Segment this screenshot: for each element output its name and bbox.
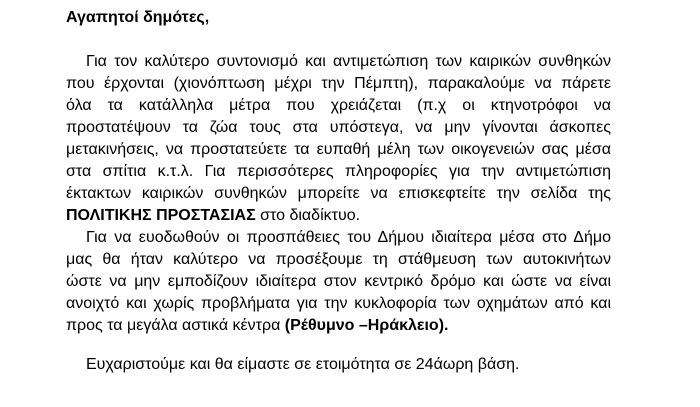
paragraph-line: Για τον καλύτερο συντονισμό και αντιμετώπιση των καιρικών συνθηκών	[86, 53, 611, 70]
paragraph-line-tail: στο διαδίκτυο.	[255, 207, 361, 224]
paragraph-line: προστατέψουν τα ζώα τους στα υπόστεγα, να μην γίνονται άσκοπες	[66, 119, 611, 136]
paragraph-line-head: προς τα μεγάλα αστικά κέντρα	[66, 317, 285, 334]
paragraph-line: ώστε να μην εμποδίζουν ιδιαίτερα στον κεντρικό δρόμο και ώστε να είναι	[66, 273, 611, 290]
paragraph-line: έκτακτων καιρικών συνθηκών μπορείτε να επισκεφτείτε την σελίδα της	[66, 185, 611, 202]
paragraph-line: μετακινήσεις, να προστατεύετε τα ευπαθή μέλη των οικογενειών σας μέσα	[66, 141, 611, 158]
paragraph-line: στα σπίτια κ.τ.λ. Για περισσότερες πληροφορίες για την αντιμετώπιση	[66, 163, 611, 180]
paragraph-line: ανοιχτό και χωρίς προβλήματα για την κυκλοφορία των οχημάτων από και	[66, 295, 611, 312]
paragraph-line	[66, 316, 611, 336]
greeting: Αγαπητοί δημότες,	[66, 9, 210, 26]
paragraph-line: μας θα ήταν καλύτερο να προσέξουμε τη στάθμευση των αυτοκινήτων	[66, 251, 611, 268]
cities-route: (Ρέθυμνο –Ηράκλειο).	[284, 317, 449, 334]
paragraph-line: όλα τα κατάλληλα μέτρα που χρειάζεται (π.χ οι κτηνοτρόφοι να	[66, 97, 611, 114]
closing-line: Ευχαριστούμε και θα είμαστε σε ετοιμότητα σε 24άωρη βάση.	[86, 356, 520, 373]
paragraph-line	[66, 206, 611, 226]
paragraph-line: που έρχονται (χιονόπτωση μέχρι την Πέμπτη), παρακαλούμε να πάρετε	[66, 75, 611, 92]
civil-protection-name: ΠΟΛΙΤΙΚΗΣ ΠΡΟΣΤΑΣΙΑΣ	[66, 207, 256, 224]
paragraph-line: Για να ευοδωθούν οι προσπάθειες του Δήμου ιδιαίτερα μέσα στο Δήμο	[86, 229, 611, 246]
